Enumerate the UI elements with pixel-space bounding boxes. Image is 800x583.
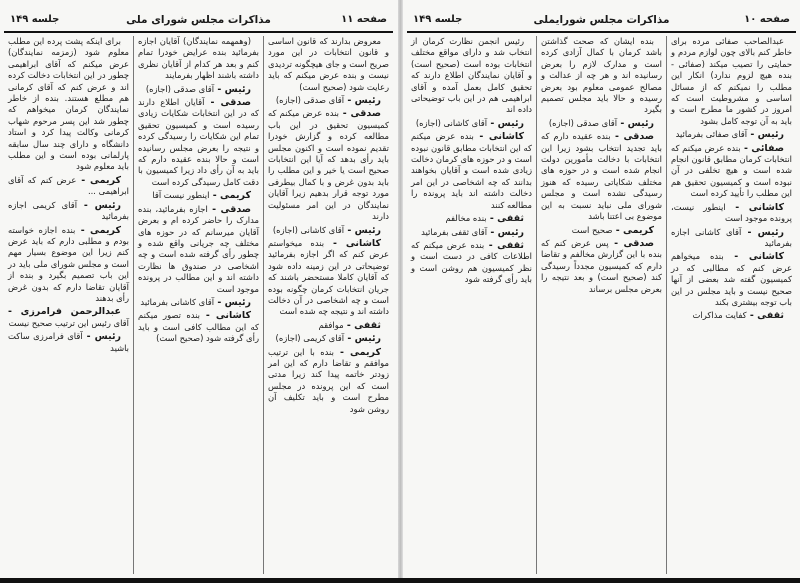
speaker-name: رئیس - (487, 117, 524, 129)
paragraph (8, 306, 129, 329)
text-column (536, 36, 666, 574)
paragraph (541, 131, 662, 222)
speaker-name: رئیس - (77, 199, 122, 211)
text-columns (407, 36, 796, 574)
paragraph (138, 97, 259, 188)
paragraph-text: رئیس انجمن نظارت کرمان از انتخاب شد و دارای مواقع مختلف انتخابات بوده است (صحیح است) و آقایان نمایندگان اطلاع دارند که تحقیق کامل بعمل آمده و آقای ابراهیمی هم در این باب توضیحاتی داده اند (411, 36, 532, 115)
paragraph-text: بنده عرض میکنم که اطلاعات کافی در دست است و نظر کمیسیون هم روشن است و باید رأی گرفته شود (411, 239, 532, 285)
paragraph-text: صحیح است (571, 224, 613, 235)
speaker-name: صدقی - (339, 108, 381, 120)
paragraph (268, 225, 389, 236)
paragraph (541, 36, 662, 116)
paragraph (541, 118, 662, 129)
paragraph-text: آقای ثقفی بفرمائید (421, 226, 488, 237)
paragraph-text: بنده عقیده دارم که باید تجدید انتخاب بشود زیرا این انتخابات با دخالت مأمورین دولت انجام شده است و در حوزه های مختلف شکایاتی رسیده که هنوز رسیدگی نشده است و مجلس شورای ملی نباید نسبت به این موضوع بی اعتنا باشد (541, 131, 662, 222)
paragraph-text: پس عرض کنم که بنده با این گزارش مخالفم و تقاضا دارم که کمیسیون مجدداً رسیدگی کند (صحیح است) و بعد نتیجه را بعرض مجلس برساند (541, 237, 662, 294)
speaker-name: رئیس - (82, 331, 122, 343)
page-title: مذاکرات مجلس شورای ملی (126, 14, 271, 26)
paragraph (138, 84, 259, 95)
paragraph-text: عرض کنم که آقای ابراهیمی ... (8, 174, 129, 197)
paragraph (268, 95, 389, 106)
speaker-name: ثقفی - (343, 319, 381, 331)
right-page (403, 0, 800, 578)
paragraph (411, 118, 532, 129)
paragraph-text: اجازه بفرمائید، بنده مدارک را حاضر کرده ام و بعرض آقایان میرسانم که در حوزه های مختلف چه جریانی واقع شده و چطور رأی گرفته شده است و چه اشخاصی در صندوق ها نظارت داشته اند و این مطالب در پرونده موجود است (138, 203, 259, 294)
left-page (0, 0, 397, 578)
paragraph-text: آقای کاشانی (اجازه) (272, 224, 345, 235)
page-title: مذاکرات مجلس شورایملی (533, 14, 670, 26)
paragraph (671, 251, 792, 308)
paragraph (671, 143, 792, 200)
text-columns (4, 36, 393, 574)
paragraph-text: آقای صفائی بفرمائید (675, 129, 748, 140)
header-rule (4, 31, 393, 33)
paragraph (268, 108, 389, 222)
speaker-name: کریمی - (209, 190, 251, 202)
paragraph (138, 36, 259, 82)
paragraph (268, 320, 389, 331)
paragraph (8, 331, 129, 354)
paragraph-text: آقایان اطلاع دارند که در این انتخابات شکایات زیادی رسیده است و کمیسیون تحقیق تمام این شکایات را رسیدگی کرده و نتیجه را بعرض مجلس رسانیده است و حالا بنده عقیده دارم که باید به آن رأی داد زیرا کمیسیون با دقت کامل رسیدگی کرده است (138, 97, 259, 187)
paragraph (671, 310, 792, 321)
paragraph (8, 225, 129, 305)
paragraph (268, 36, 389, 93)
paragraph-text: آقای کاشانی بفرمائید (140, 296, 215, 307)
paragraph (138, 204, 259, 295)
paragraph (138, 190, 259, 201)
speaker-name: صدقی - (608, 237, 654, 249)
paragraph (8, 200, 129, 223)
text-column (666, 36, 796, 574)
session-number: جلسه ۱۴۹ (413, 14, 463, 25)
speaker-name: کریمی - (76, 174, 122, 186)
speaker-name: رئیس - (344, 224, 381, 236)
paragraph-text: آقای رئیس این ترتیب صحیح نیست (8, 317, 129, 328)
speaker-name: ثقفی - (746, 310, 784, 322)
speaker-name: رئیس - (617, 117, 654, 129)
paragraph-text: برای اینکه پشت پرده این مطلب معلوم شود (زمزمه نمایندگان) عرض میکنم که آقای ابراهیمی چطور در این انتخابات دخالت کرده اند و عرض کنم که آقای کرمانی هم مطلع هستند. بنده از خاطر نمایندگان کرمان میخواهم که چطور شد این پسر مرحوم شهاب کرمانی وکالت پیدا کرد و استاد دانشگاه و دارای چند سال سابقه پارلمانی بوده است و این مطلب باید معلوم شود (8, 36, 129, 172)
paragraph-text: آقای صدقی (اجازه) (145, 83, 215, 94)
speaker-name: رئیس - (487, 226, 524, 238)
paragraph (268, 347, 389, 415)
text-column (133, 36, 263, 574)
paragraph (411, 213, 532, 224)
speaker-name: رئیس - (214, 83, 251, 95)
speaker-name: ثقفی - (484, 239, 524, 251)
paragraph-text: بنده با این ترتیب موافقم و تقاضا دارم که این امر زودتر خاتمه پیدا کند زیرا مدتی است که این پرونده در مجلس مطرح است و باید تکلیف آن روشن شود (268, 346, 389, 414)
speaker-name: صفائی - (740, 142, 784, 154)
paragraph-text: عبدالصاحب صفائی مرده برای خاطر کنم بالای چون لوازم مردم و حمایتی را تصیب میکند (صفائی - بنده هیچ لزوم ندارد) انکار این مطلب را نمیکنم که از مسائل اساسی و مشروطیت است که امروز در کشور ما مطرح است و باید به آن توجه کامل بشود (671, 36, 792, 126)
speaker-name: عبدالرحمن فرامرزی - (8, 306, 121, 318)
paragraph-text: بنده اجازه خواسته بودم و مطلبی دارم که باید عرض کنم زیرا این موضوع بسیار مهم است و مجلس شورای ملی باید در این باب تصمیم بگیرد و بنده از آقایان تقاضا دارم که بدون غرض رأی بدهند (8, 224, 129, 303)
paragraph (8, 175, 129, 198)
page-header (407, 14, 796, 30)
paragraph-text: بنده تصور میکنم که این مطالب کافی است و باید رأی گرفته شود (صحیح است) (138, 310, 259, 344)
paragraph-text: آقای کاشانی (اجازه) (415, 117, 488, 128)
speaker-name: صدقی - (610, 131, 655, 143)
paragraph (541, 225, 662, 236)
paragraph-text: بنده عرض میکنم که انتخابات کرمان مطابق قانون انجام شده است و هیچ تخلفی در آن نبوده است و کمیسیون تحقیق هم این مطلب را تأیید کرده است (671, 142, 792, 199)
paragraph (138, 297, 259, 308)
speaker-name: کاشانی - (723, 251, 784, 263)
speaker-name: رئیس - (344, 95, 381, 107)
paragraph-text: (وهمهمه نمایندگان) آقایان اجازه بفرمائید بنده عرایض خودرا تمام کنم و بعد هر کدام از آقایان نظری داشته باشند اظهار بفرمایند (138, 36, 259, 81)
speaker-name: کریمی - (612, 224, 654, 236)
session-number: جلسه ۱۴۹ (10, 14, 60, 25)
paragraph-text: معروض بدارند که قانون اساسی و قانون انتخابات در این مورد صریح است و جای هیچگونه تردیدی نیست و بنده عرض میکنم که باید رعایت شود (صحیح است) (268, 36, 389, 92)
paragraph (8, 36, 129, 173)
paragraph-text: بنده عرض میکنم که این انتخابات مطابق قانون نبوده است و در حوزه های کرمان دخالت زیادی شده است و آقایان بخواهند بدانند که چه اشخاصی در این امر دخالت داشته اند باید پرونده را مطالعه کنند (411, 131, 532, 210)
paragraph (671, 227, 792, 250)
speaker-name: رئیس - (741, 226, 785, 238)
page-number: صفحه ۱۱ (341, 14, 387, 25)
paragraph-text: موافقم (318, 319, 344, 330)
text-column (407, 36, 536, 574)
header-rule (407, 31, 796, 33)
speaker-name: رئیس - (214, 296, 251, 308)
text-column (4, 36, 133, 574)
speaker-name: کاشانی - (199, 310, 251, 322)
paragraph (541, 238, 662, 295)
paragraph (411, 36, 532, 116)
text-column (263, 36, 393, 574)
paragraph-text: آقای کریمی (اجازه) (275, 333, 345, 344)
speaker-name: کاشانی - (473, 131, 524, 143)
paragraph-text: بنده مخالفم (445, 213, 487, 224)
paragraph (268, 238, 389, 318)
speaker-name: رئیس - (747, 129, 784, 141)
paragraph (671, 129, 792, 140)
speaker-name: صدقی - (204, 97, 251, 109)
speaker-name: کریمی - (75, 224, 121, 236)
paragraph-text: بنده ایشان که صحت گذاشتن باشد کرمان با کمال آزادی کرده است و مدارک لازم را بعرض رسانیده اند و هر چه از عدالت و مصالح عمومی معلوم بود بعرض رسیده و حالا باید مجلس تصمیم بگیرد (541, 36, 662, 115)
paragraph-text: بنده میخواهم عرض کنم که مطالبی که در کمیسیون گفته شد بعضی از آنها صحیح نیست و باید مجلس در این باب توجه بیشتری بکند (671, 251, 792, 307)
paragraph-text: آقای کاشانی اجازه بفرمائید (671, 226, 792, 248)
page-number: صفحه ۱۰ (744, 14, 790, 25)
paragraph-text: آقای صدقی (اجازه) (275, 95, 345, 106)
paragraph-text: کفایت مذاکرات (692, 310, 747, 321)
paragraph (268, 333, 389, 344)
page-header (4, 14, 393, 30)
paragraph (411, 227, 532, 238)
speaker-name: صدقی - (207, 203, 252, 215)
paragraph (411, 240, 532, 286)
paragraph (138, 310, 259, 344)
speaker-name: کاشانی - (324, 237, 381, 249)
paragraph (411, 131, 532, 211)
paragraph-text: بنده میخواستم عرض کنم که اگر اجازه بفرمائید توضیحاتی در این زمینه داده شود که آقایان کاملا مستحضر باشند که جریان انتخابات کرمان چگونه بوده است و چه اشخاصی در آن دخالت داشته اند و نتیجه چه شده است (268, 237, 389, 317)
paragraph-text: بنده عرض میکنم که کمیسیون تحقیق در این باب مطالعه کرده و گزارش خودرا تقدیم نموده است و اکنون مجلس باید رأی بدهد که آیا این انتخابات صحیح است یا خیر و این مطلب را باید بدون غرض و با کمال بیطرفی مورد توجه قرار بدهیم زیرا آقایان نمایندگان در این امر مسئولیت دارند (268, 108, 389, 222)
paragraph-text: اینطور نیست، پرونده موجود است (671, 201, 792, 224)
paragraph-text: آقای صدقی (اجازه) (548, 117, 618, 128)
paragraph-text: اینطور نیست آقا (152, 190, 210, 201)
speaker-name: رئیس - (344, 333, 381, 345)
paragraph (671, 202, 792, 225)
paragraph (671, 36, 792, 127)
paragraph-text: آقای کریمی اجازه بفرمائید (8, 199, 129, 222)
paragraph-text: آقای فرامرزی ساکت باشید (8, 331, 129, 353)
speaker-name: ثقفی - (486, 213, 524, 225)
bottom-border (0, 578, 800, 583)
speaker-name: کاشانی - (725, 201, 784, 213)
speaker-name: کریمی - (333, 346, 381, 358)
